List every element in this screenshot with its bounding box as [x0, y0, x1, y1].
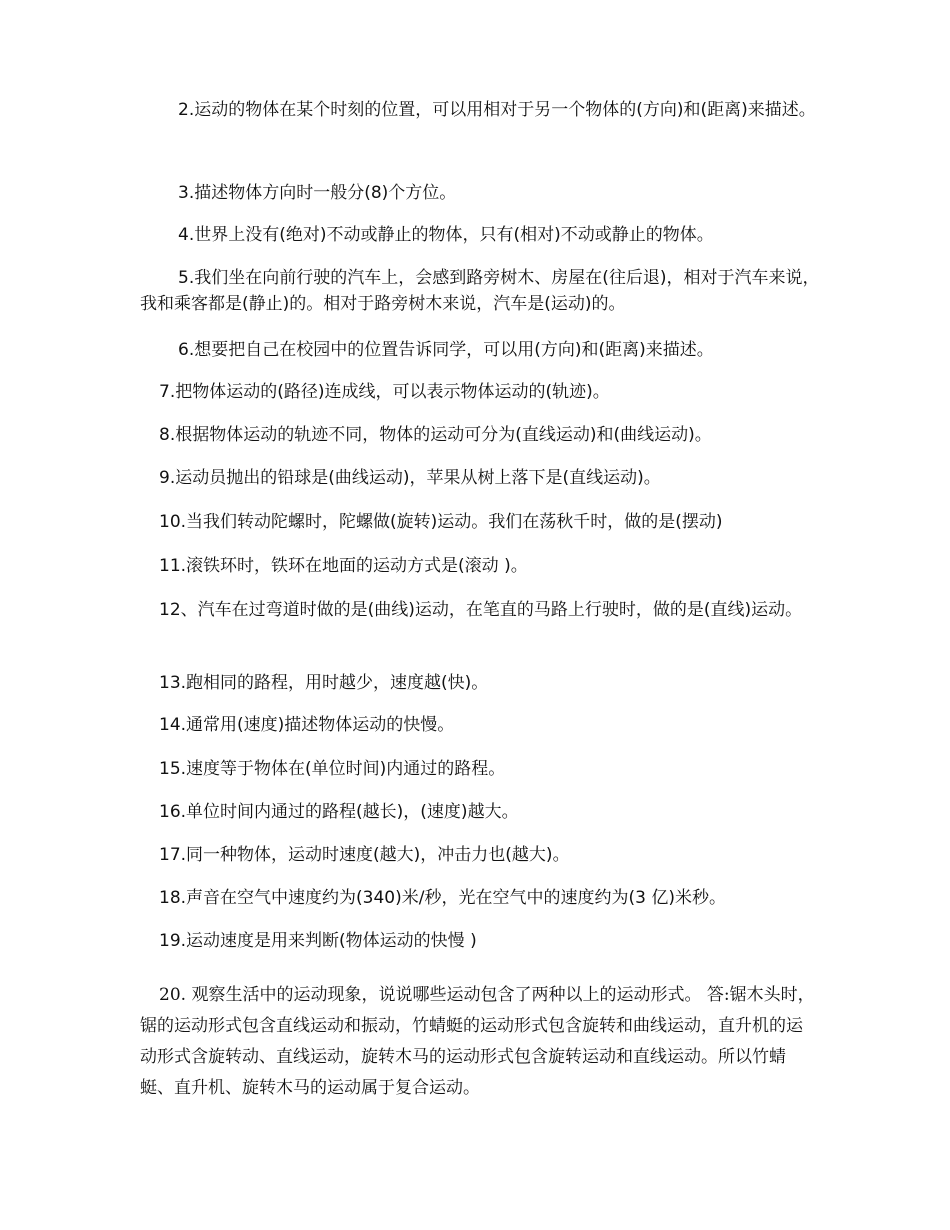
item-8: 8.根据物体运动的轨迹不同，物体的运动可分为(直线运动)和(曲线运动)。 — [159, 425, 712, 445]
item-16: 16.单位时间内通过的路程(越长)，(速度)越大。 — [159, 802, 519, 822]
item-12: 12、汽车在过弯道时做的是(曲线)运动，在笔直的马路上行驶时，做的是(直线)运动。 — [159, 600, 803, 620]
item-20-answer: 20. 观察生活中的运动现象，说说哪些运动包含了两种以上的运动形式。 答:锯木头时，锯的运动形式包含直线运动和振动，竹蜻蜓的运动形式包含旋转和曲线运动，直升机的运动形式含旋转动、直线运动，旋转木马的运动形式包含旋转运动和直线运动。所以竹蜻蜓、直升机、旋转木马的运动属于复合运动。 — [140, 985, 815, 1098]
item-18: 18.声音在空气中速度约为(340)米/秒，光在空气中的速度约为(3 亿)米秒。 — [159, 888, 726, 908]
item-2: 2.运动的物体在某个时刻的位置，可以用相对于另一个物体的(方向)和(距离)来描述。 — [178, 100, 816, 120]
item-7: 7.把物体运动的(路径)连成线，可以表示物体运动的(轨迹)。 — [159, 382, 610, 402]
item-15: 15.速度等于物体在(单位时间)内通过的路程。 — [159, 759, 506, 779]
item-6: 6.想要把自己在校园中的位置告诉同学，可以用(方向)和(距离)来描述。 — [178, 340, 714, 360]
item-17: 17.同一种物体，运动时速度(越大)，冲击力也(越大)。 — [159, 845, 570, 865]
item-5: 5.我们坐在向前行驶的汽车上，会感到路旁树木、房屋在(往后退)，相对于汽车来说，我和乘客都是(静止)的。相对于路旁树木来说，汽车是(运动)的。 — [140, 268, 820, 314]
item-13: 13.跑相同的路程，用时越少，速度越(快)。 — [159, 673, 489, 693]
item-9: 9.运动员抛出的铅球是(曲线运动)，苹果从树上落下是(直线运动)。 — [159, 468, 661, 488]
item-19: 19.运动速度是用来判断(物体运动的快慢 ) — [159, 931, 477, 951]
item-11: 11.滚铁环时，铁环在地面的运动方式是(滚动 )。 — [159, 556, 528, 576]
item-4: 4.世界上没有(绝对)不动或静止的物体，只有(相对)不动或静止的物体。 — [178, 225, 714, 245]
item-10: 10.当我们转动陀螺时，陀螺做(旋转)运动。我们在荡秋千时，做的是(摆动) — [159, 512, 723, 532]
item-14: 14.通常用(速度)描述物体运动的快慢。 — [159, 715, 455, 735]
item-3: 3.描述物体方向时一般分(8)个方位。 — [178, 183, 457, 203]
